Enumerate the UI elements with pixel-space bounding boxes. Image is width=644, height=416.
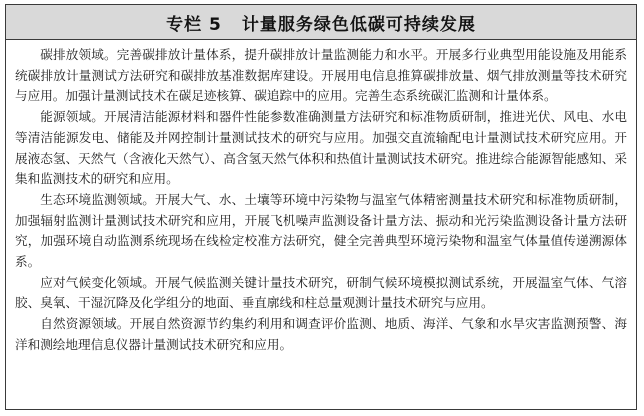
box-frame	[5, 4, 637, 410]
paragraph-ecology: 生态环境监测领域。开展大气、水、土壤等环境中污染物与温室气体精密测量技术研究和标准物质研制，加强辐射监测计量测试技术研究和应用，开展飞机噪声监测设备计量方法、振动和光污染监测设备计量方法研究，加强环境自动监测系统现场在线检定校准方法研究，健全完善典型环境污染物和温室气体量值传递溯源体系。	[15, 191, 627, 270]
box-title: 计量服务绿色低碳可持续发展	[241, 14, 476, 35]
box-number: 专栏 5	[166, 14, 222, 35]
paragraph-climate: 应对气候变化领域。开展气候监测关键计量技术研究，研制气候环境模拟测试系统，开展温室气体、气溶胶、臭氧、干湿沉降及化学组分的地面、垂直廓线和柱总量观测计量技术研究与应用。	[15, 274, 627, 311]
paragraph-carbon: 碳排放领域。完善碳排放计量体系，提升碳排放计量监测能力和水平。开展多行业典型用能设施及用能系统碳排放计量测试方法研究和碳排放基准数据库建设。开展用电信息推算碳排放量、烟气排放测量等技术研究与应用。加强计量测试技术在碳足迹核算、碳追踪中的应用。完善生态系统碳汇监测和计量体系。	[15, 47, 627, 104]
paragraph-natural-resources: 自然资源领域。开展自然资源节约集约利用和调查评价监测、地质、海洋、气象和水旱灾害监测预警、海洋和测绘地理信息仪器计量测试技术研究和应用。	[15, 316, 627, 352]
box-content	[6, 40, 636, 356]
paragraph-energy: 能源领域。开展清洁能源材料和器件性能参数准确测量方法研究和标准物质研制，推进光伏、风电、水电等清洁能源发电、储能及并网控制计量测试技术的研究与应用。加强交直流输配电计量测试技术研究应用。开展液态氢、天然气（含液化天然气）、高含氢天然气体积和热值计量测试技术研究。推进综合能源智能感知、采集和监测技术的研究和应用。	[15, 109, 627, 187]
box-header	[6, 5, 636, 40]
